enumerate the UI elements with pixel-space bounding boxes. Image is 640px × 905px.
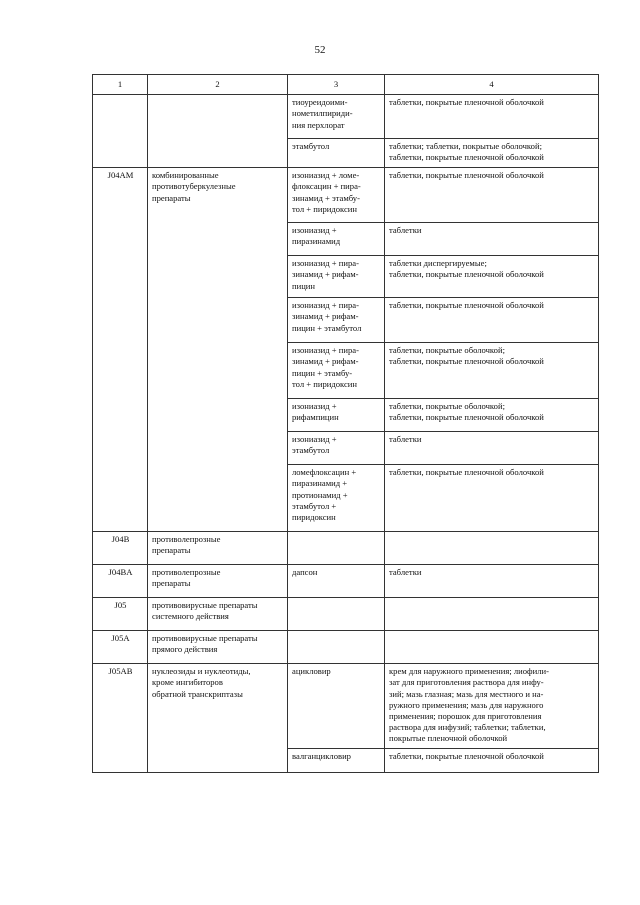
drug-name-cell: изониазид + рифампицин	[288, 399, 385, 432]
table-row	[93, 95, 599, 139]
group-name-cell: нуклеозиды и нуклеотиды, кроме ингибиторов обратной транскриптазы	[148, 664, 288, 773]
dosage-form-cell: таблетки	[385, 223, 599, 256]
drug-name-cell: изониазид + этамбутол	[288, 432, 385, 465]
drug-name-cell: ацикловир	[288, 664, 385, 749]
atc-code-cell	[93, 95, 148, 168]
page-number: 52	[314, 44, 326, 56]
dosage-form-cell: таблетки, покрытые оболочкой; таблетки, покрытые пленочной оболочкой	[385, 343, 599, 399]
drug-name-cell: изониазид + пиразинамид	[288, 223, 385, 256]
table-row	[93, 664, 599, 749]
dosage-form-cell: таблетки	[385, 565, 599, 598]
dosage-form-cell	[385, 598, 599, 631]
table-row	[93, 565, 599, 598]
drug-name-cell: изониазид + ломе- флоксацин + пира- зинамид + этамбу- тол + пиридоксин	[288, 168, 385, 223]
dosage-form-cell: таблетки, покрытые пленочной оболочкой	[385, 749, 599, 773]
table-row	[93, 598, 599, 631]
group-name-cell: комбинированные противотуберкулезные препараты	[148, 168, 288, 532]
group-name-cell: противолепрозные препараты	[148, 565, 288, 598]
drug-name-cell: дапсон	[288, 565, 385, 598]
dosage-form-cell: таблетки, покрытые пленочной оболочкой	[385, 95, 599, 139]
header-row	[93, 75, 599, 95]
dosage-form-cell: таблетки; таблетки, покрытые оболочкой; таблетки, покрытые пленочной оболочкой	[385, 139, 599, 168]
table-body	[93, 95, 599, 773]
column-header-4: 4	[385, 75, 599, 95]
dosage-form-cell: таблетки, покрытые пленочной оболочкой	[385, 168, 599, 223]
drug-name-cell: валганцикловир	[288, 749, 385, 773]
dosage-form-cell: крем для наружного применения; лиофили- зат для приготовления раствора для инфу- зий; мазь глазная; мазь для местного и на- ружного применения; мазь для наружного применения; порошок для приготовления раствора для инфузий; таблетки; таблетки, покрытые пленочной оболочкой	[385, 664, 599, 749]
drug-name-cell: изониазид + пира- зинамид + рифам- пицин + этамбу- тол + пиридоксин	[288, 343, 385, 399]
table-row	[93, 631, 599, 664]
drug-name-cell	[288, 532, 385, 565]
dosage-form-cell: таблетки	[385, 432, 599, 465]
column-header-3: 3	[288, 75, 385, 95]
column-header-2: 2	[148, 75, 288, 95]
column-header-1: 1	[93, 75, 148, 95]
drug-name-cell: этамбутол	[288, 139, 385, 168]
drug-name-cell: изониазид + пира- зинамид + рифам- пицин	[288, 256, 385, 298]
table-row	[93, 532, 599, 565]
atc-code-cell: J05A	[93, 631, 148, 664]
dosage-form-cell	[385, 631, 599, 664]
drug-table	[92, 74, 599, 773]
dosage-form-cell: таблетки, покрытые пленочной оболочкой	[385, 298, 599, 343]
atc-code-cell: J04B	[93, 532, 148, 565]
group-name-cell	[148, 95, 288, 168]
drug-name-cell: ломефлоксацин + пиразинамид + протионамид + этамбутол + пиридоксин	[288, 465, 385, 532]
group-name-cell: противовирусные препараты прямого действия	[148, 631, 288, 664]
drug-name-cell: изониазид + пира- зинамид + рифам- пицин + этамбутол	[288, 298, 385, 343]
group-name-cell: противовирусные препараты системного действия	[148, 598, 288, 631]
dosage-form-cell	[385, 532, 599, 565]
dosage-form-cell: таблетки, покрытые оболочкой; таблетки, покрытые пленочной оболочкой	[385, 399, 599, 432]
atc-code-cell: J05AB	[93, 664, 148, 773]
atc-code-cell: J04AM	[93, 168, 148, 532]
dosage-form-cell: таблетки, покрытые пленочной оболочкой	[385, 465, 599, 532]
dosage-form-cell: таблетки диспергируемые; таблетки, покрытые пленочной оболочкой	[385, 256, 599, 298]
table-row	[93, 168, 599, 223]
drug-name-cell	[288, 631, 385, 664]
atc-code-cell: J05	[93, 598, 148, 631]
drug-name-cell: тиоуреидоими- нометилпириди- ния перхлорат	[288, 95, 385, 139]
group-name-cell: противолепрозные препараты	[148, 532, 288, 565]
atc-code-cell: J04BA	[93, 565, 148, 598]
drug-name-cell	[288, 598, 385, 631]
